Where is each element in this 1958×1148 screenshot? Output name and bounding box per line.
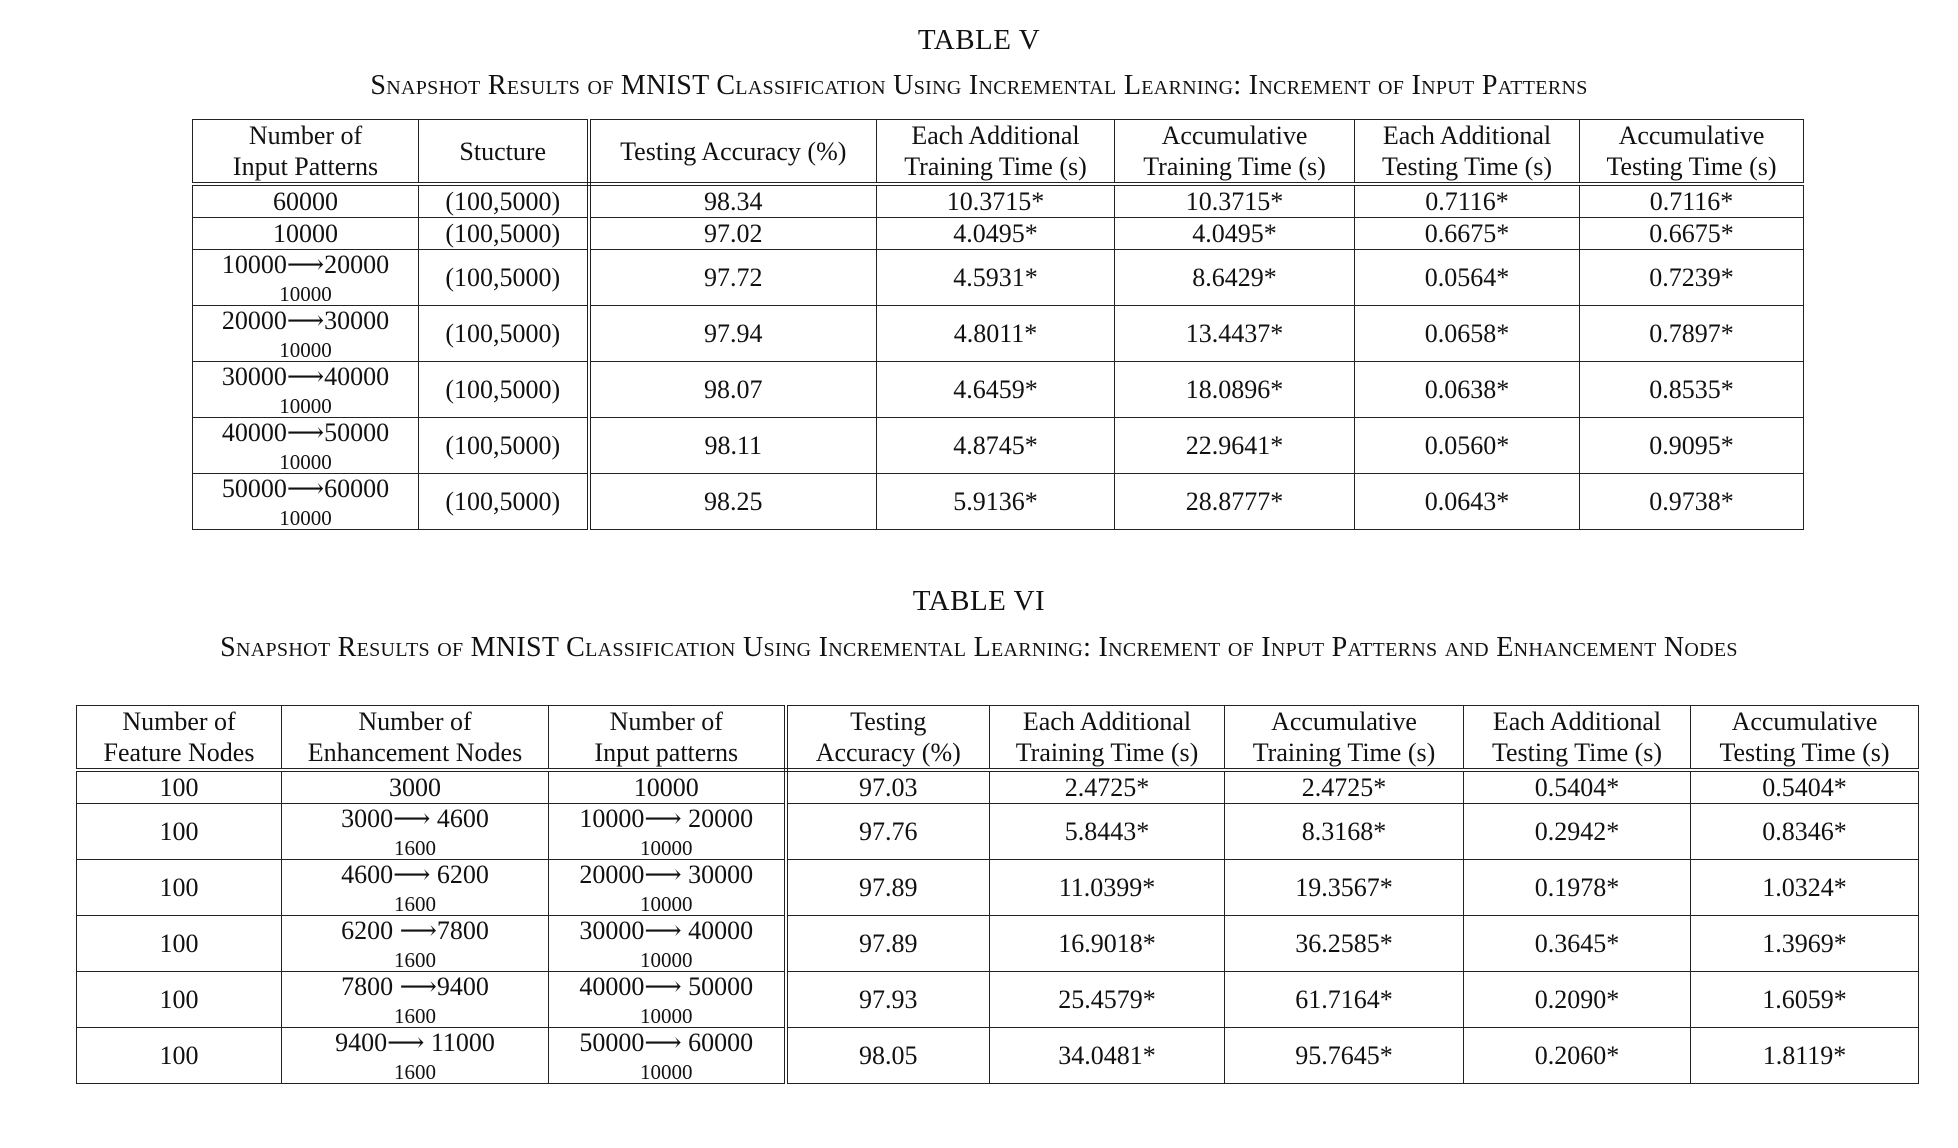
table5-header-row — [193, 120, 1804, 185]
table5-acc-cell: 98.07 — [589, 362, 877, 418]
table5-structure-cell: (100,5000) — [419, 474, 589, 530]
table6-acc-cell: 97.76 — [786, 804, 990, 860]
table-row — [77, 972, 1919, 1028]
table6-header: Each Additional Training Time (s) — [990, 706, 1225, 771]
table5-inputs-cell: 10000 — [193, 218, 419, 250]
table-row — [77, 916, 1919, 972]
table5-number: TABLE V — [917, 24, 1041, 56]
table6-add-train-cell: 5.8443* — [990, 804, 1225, 860]
table6-feature-cell: 100 — [77, 860, 282, 916]
table-row — [77, 804, 1919, 860]
table6-enhancement-cell-range: 7800 ⟶9400 — [341, 972, 489, 1001]
table5-add-test-cell: 0.0560* — [1355, 418, 1580, 474]
table6-inputs-cell — [549, 972, 786, 1028]
table5-inputs-cell-range: 50000⟶60000 — [221, 474, 390, 503]
table5-add-train-cell: 4.8745* — [877, 418, 1115, 474]
table6-add-test-cell: 0.3645* — [1464, 916, 1691, 972]
table6-inputs-cell-range: 20000⟶ 30000 — [579, 860, 754, 889]
table6-add-test-cell: 0.1978* — [1464, 860, 1691, 916]
table6-header: Accumulative Testing Time (s) — [1691, 706, 1919, 771]
table5-add-test-cell: 0.7116* — [1355, 184, 1580, 218]
table6-acc-train-cell: 2.4725* — [1225, 770, 1464, 804]
table5-acc-cell: 97.72 — [589, 250, 877, 306]
table5-acc-cell: 98.25 — [589, 474, 877, 530]
table5-acc-train-cell: 4.0495* — [1115, 218, 1355, 250]
table5-header: Each Additional Training Time (s) — [877, 120, 1115, 185]
table6-acc-test-cell: 1.0324* — [1691, 860, 1919, 916]
table6-feature-cell: 100 — [77, 916, 282, 972]
table6-acc-train-cell: 19.3567* — [1225, 860, 1464, 916]
table6-inputs-cell — [549, 1028, 786, 1084]
table5-acc-train-cell: 18.0896* — [1115, 362, 1355, 418]
table5-inputs-cell — [193, 474, 419, 530]
table5-acc-cell: 97.94 — [589, 306, 877, 362]
table6-acc-train-cell: 61.7164* — [1225, 972, 1464, 1028]
table-row — [193, 218, 1804, 250]
table6-add-train-cell: 11.0399* — [990, 860, 1225, 916]
table5-add-train-cell: 5.9136* — [877, 474, 1115, 530]
table-row — [193, 306, 1804, 362]
table6-header: Number of Enhancement Nodes — [282, 706, 549, 771]
table5-add-train-cell: 4.6459* — [877, 362, 1115, 418]
table5-acc-train-cell: 8.6429* — [1115, 250, 1355, 306]
table5-structure-cell: (100,5000) — [419, 250, 589, 306]
table5-add-test-cell: 0.0658* — [1355, 306, 1580, 362]
table5-header: Accumulative Training Time (s) — [1115, 120, 1355, 185]
table6-inputs-cell-increment: 10000 — [640, 1060, 693, 1084]
table6-caption: Snapshot Results of MNIST Classification Using Incremental Learning: Increment of Input Patterns and Enhancement Nodes — [220, 632, 1738, 663]
table6-header-row — [77, 706, 1919, 771]
table6-enhancement-cell-range: 9400⟶ 11000 — [335, 1028, 495, 1057]
table6-inputs-cell — [549, 804, 786, 860]
table6-inputs-cell — [549, 860, 786, 916]
table5-acc-test-cell: 0.9738* — [1580, 474, 1804, 530]
table5-inputs-cell-increment: 10000 — [279, 506, 332, 530]
table6-enhancement-cell-range: 6200 ⟶7800 — [341, 916, 489, 945]
table-row — [193, 184, 1804, 218]
table5-inputs-cell: 60000 — [193, 184, 419, 218]
table5-inputs-cell — [193, 418, 419, 474]
table5-acc-test-cell: 0.7897* — [1580, 306, 1804, 362]
table6-enhancement-cell-increment: 1600 — [394, 836, 436, 860]
table5-acc-train-cell: 13.4437* — [1115, 306, 1355, 362]
table6-header: Number of Feature Nodes — [77, 706, 282, 771]
table6-acc-cell: 98.05 — [786, 1028, 990, 1084]
table5-acc-cell: 98.11 — [589, 418, 877, 474]
table6-inputs-cell-range: 50000⟶ 60000 — [579, 1028, 754, 1057]
table6-enhancement-cell — [282, 916, 549, 972]
table5-acc-test-cell: 0.9095* — [1580, 418, 1804, 474]
table5-header: Stucture — [419, 120, 589, 185]
table5-caption: Snapshot Results of MNIST Classification Using Incremental Learning: Increment of Input Patterns — [370, 70, 1588, 101]
table6-inputs-cell-increment: 10000 — [640, 948, 693, 972]
table-row — [193, 474, 1804, 530]
table6-add-train-cell: 16.9018* — [990, 916, 1225, 972]
table6-inputs-cell-increment: 10000 — [640, 892, 693, 916]
table6-acc-test-cell: 1.8119* — [1691, 1028, 1919, 1084]
table5-acc-train-cell: 28.8777* — [1115, 474, 1355, 530]
table5-acc-test-cell: 0.7239* — [1580, 250, 1804, 306]
table6-add-test-cell: 0.2942* — [1464, 804, 1691, 860]
table6-number: TABLE VI — [912, 585, 1046, 617]
table5-inputs-cell — [193, 362, 419, 418]
table6-enhancement-cell-range: 4600⟶ 6200 — [341, 860, 489, 889]
table5-header: Each Additional Testing Time (s) — [1355, 120, 1580, 185]
table6-feature-cell: 100 — [77, 804, 282, 860]
table5-header: Testing Accuracy (%) — [589, 120, 877, 185]
table5-structure-cell: (100,5000) — [419, 362, 589, 418]
table6-header: Testing Accuracy (%) — [786, 706, 990, 771]
table6-enhancement-cell-range: 3000⟶ 4600 — [341, 804, 489, 833]
table6-enhancement-cell: 3000 — [282, 770, 549, 804]
table5-add-train-cell: 10.3715* — [877, 184, 1115, 218]
table-row — [193, 250, 1804, 306]
table6-acc-cell: 97.89 — [786, 916, 990, 972]
table5-inputs-cell-range: 10000⟶20000 — [221, 250, 390, 279]
table5-inputs-cell-increment: 10000 — [279, 394, 332, 418]
table5-acc-train-cell: 10.3715* — [1115, 184, 1355, 218]
table5-structure-cell: (100,5000) — [419, 218, 589, 250]
table6-inputs-cell-increment: 10000 — [640, 836, 693, 860]
table6-enhancement-cell-increment: 1600 — [394, 1004, 436, 1028]
table6-acc-cell: 97.93 — [786, 972, 990, 1028]
table5-inputs-cell-increment: 10000 — [279, 450, 332, 474]
table-row — [193, 418, 1804, 474]
table6-inputs-cell — [549, 916, 786, 972]
table6-header: Number of Input patterns — [549, 706, 786, 771]
table5-add-train-cell: 4.5931* — [877, 250, 1115, 306]
table6-acc-train-cell: 95.7645* — [1225, 1028, 1464, 1084]
table6-enhancement-cell — [282, 860, 549, 916]
table5-acc-test-cell: 0.6675* — [1580, 218, 1804, 250]
table6-inputs-cell-range: 40000⟶ 50000 — [579, 972, 754, 1001]
table6-acc-test-cell: 0.5404* — [1691, 770, 1919, 804]
table6-acc-train-cell: 8.3168* — [1225, 804, 1464, 860]
table5-header: Accumulative Testing Time (s) — [1580, 120, 1804, 185]
table5-acc-cell: 97.02 — [589, 218, 877, 250]
table6-acc-test-cell: 1.6059* — [1691, 972, 1919, 1028]
table5-add-test-cell: 0.0564* — [1355, 250, 1580, 306]
table6-enhancement-cell-increment: 1600 — [394, 892, 436, 916]
table5-structure-cell: (100,5000) — [419, 306, 589, 362]
table6-acc-test-cell: 1.3969* — [1691, 916, 1919, 972]
table5-acc-cell: 98.34 — [589, 184, 877, 218]
table6-enhancement-cell — [282, 972, 549, 1028]
table6-add-test-cell: 0.5404* — [1464, 770, 1691, 804]
table5-inputs-cell-increment: 10000 — [279, 282, 332, 306]
table5-inputs-cell — [193, 306, 419, 362]
table6-header: Accumulative Training Time (s) — [1225, 706, 1464, 771]
table6-inputs-cell: 10000 — [549, 770, 786, 804]
table-row — [193, 362, 1804, 418]
table5-structure-cell: (100,5000) — [419, 184, 589, 218]
table5-add-train-cell: 4.8011* — [877, 306, 1115, 362]
table6-acc-cell: 97.89 — [786, 860, 990, 916]
table6-enhancement-cell-increment: 1600 — [394, 948, 436, 972]
table5-inputs-cell-range: 30000⟶40000 — [221, 362, 390, 391]
table6-feature-cell: 100 — [77, 1028, 282, 1084]
table5-inputs-cell-range: 20000⟶30000 — [221, 306, 390, 335]
table5-inputs-cell-increment: 10000 — [279, 338, 332, 362]
table6 — [76, 705, 1919, 1084]
table5-inputs-cell — [193, 250, 419, 306]
table5-inputs-cell-range: 40000⟶50000 — [221, 418, 390, 447]
table6-feature-cell: 100 — [77, 770, 282, 804]
table6-enhancement-cell-increment: 1600 — [394, 1060, 436, 1084]
table5-add-train-cell: 4.0495* — [877, 218, 1115, 250]
table6-acc-test-cell: 0.8346* — [1691, 804, 1919, 860]
table5 — [192, 119, 1804, 530]
table6-add-train-cell: 2.4725* — [990, 770, 1225, 804]
table6-enhancement-cell — [282, 1028, 549, 1084]
table5-acc-test-cell: 0.8535* — [1580, 362, 1804, 418]
table6-add-test-cell: 0.2090* — [1464, 972, 1691, 1028]
table6-inputs-cell-range: 30000⟶ 40000 — [579, 916, 754, 945]
table6-feature-cell: 100 — [77, 972, 282, 1028]
table5-acc-train-cell: 22.9641* — [1115, 418, 1355, 474]
table5-add-test-cell: 0.6675* — [1355, 218, 1580, 250]
table5-acc-test-cell: 0.7116* — [1580, 184, 1804, 218]
table6-acc-train-cell: 36.2585* — [1225, 916, 1464, 972]
table-row — [77, 1028, 1919, 1084]
table5-header: Number of Input Patterns — [193, 120, 419, 185]
table5-add-test-cell: 0.0643* — [1355, 474, 1580, 530]
table6-add-train-cell: 25.4579* — [990, 972, 1225, 1028]
table6-add-test-cell: 0.2060* — [1464, 1028, 1691, 1084]
table6-enhancement-cell — [282, 804, 549, 860]
table5-structure-cell: (100,5000) — [419, 418, 589, 474]
table5-add-test-cell: 0.0638* — [1355, 362, 1580, 418]
table6-inputs-cell-increment: 10000 — [640, 1004, 693, 1028]
table6-inputs-cell-range: 10000⟶ 20000 — [579, 804, 754, 833]
table6-header: Each Additional Testing Time (s) — [1464, 706, 1691, 771]
table6-add-train-cell: 34.0481* — [990, 1028, 1225, 1084]
table-row — [77, 770, 1919, 804]
table-row — [77, 860, 1919, 916]
table6-acc-cell: 97.03 — [786, 770, 990, 804]
